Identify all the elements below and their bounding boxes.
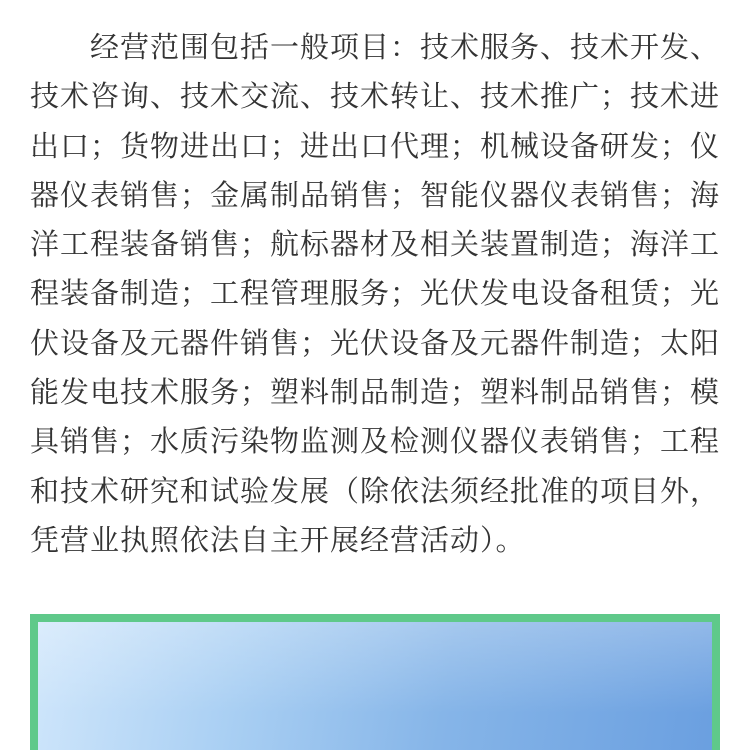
sky-photo	[38, 622, 712, 750]
article-image-frame	[30, 614, 720, 750]
business-scope-paragraph: 经营范围包括一般项目：技术服务、技术开发、技术咨询、技术交流、技术转让、技术推广；技术进出口；货物进出口；进出口代理；机械设备研发；仪器仪表销售；金属制品销售；智能仪器仪表销售；海洋工程装备销售；航标器材及相关装置制造；海洋工程装备制造；工程管理服务；光伏发电设备租赁；光伏设备及元器件销售；光伏设备及元器件制造；太阳能发电技术服务；塑料制品制造；塑料制品销售；模具销售；水质污染物监测及检测仪器仪表销售；工程和技术研究和试验发展（除依法须经批准的项目外，凭营业执照依法自主开展经营活动）。	[30, 30, 721, 557]
